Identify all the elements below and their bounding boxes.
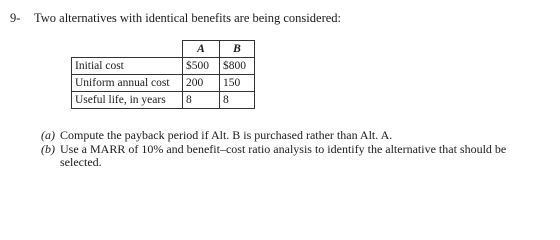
part-a xyxy=(41,129,541,143)
problem-number: 9- xyxy=(10,11,21,25)
table-header-alt-b: B xyxy=(220,41,255,58)
part-a-label: (a) xyxy=(41,128,55,142)
part-b-label: (b) xyxy=(41,141,55,156)
part-b-text: Use a MARR of 10% and benefit–cost ratio analysis to identify the alternative that should be selected. xyxy=(60,141,507,169)
part-a-text: Compute the payback period if Alt. B is purchased rather than Alt. A. xyxy=(60,128,393,142)
table-header-alt-a: A xyxy=(183,41,220,58)
table-header-blank xyxy=(72,41,183,58)
table-row xyxy=(72,58,255,75)
problem-statement xyxy=(10,11,341,26)
alternatives-table xyxy=(71,40,255,109)
table-row xyxy=(72,92,255,109)
row-label-useful-life: Useful life, in years xyxy=(72,92,183,109)
cell-alt-a-annual-cost: 200 xyxy=(183,75,220,92)
cell-alt-a-initial-cost: $500 xyxy=(183,58,220,75)
cell-alt-b-useful-life: 8 xyxy=(220,92,255,109)
row-label-initial-cost: Initial cost xyxy=(72,58,183,75)
cell-alt-a-useful-life: 8 xyxy=(183,92,220,109)
question-parts xyxy=(41,129,541,170)
table-header-row xyxy=(72,41,255,58)
part-b xyxy=(41,143,541,170)
table-row xyxy=(72,75,255,92)
problem-text: Two alternatives with identical benefits are being considered: xyxy=(34,11,342,25)
row-label-annual-cost: Uniform annual cost xyxy=(72,75,183,92)
cell-alt-b-annual-cost: 150 xyxy=(220,75,255,92)
cell-alt-b-initial-cost: $800 xyxy=(220,58,255,75)
